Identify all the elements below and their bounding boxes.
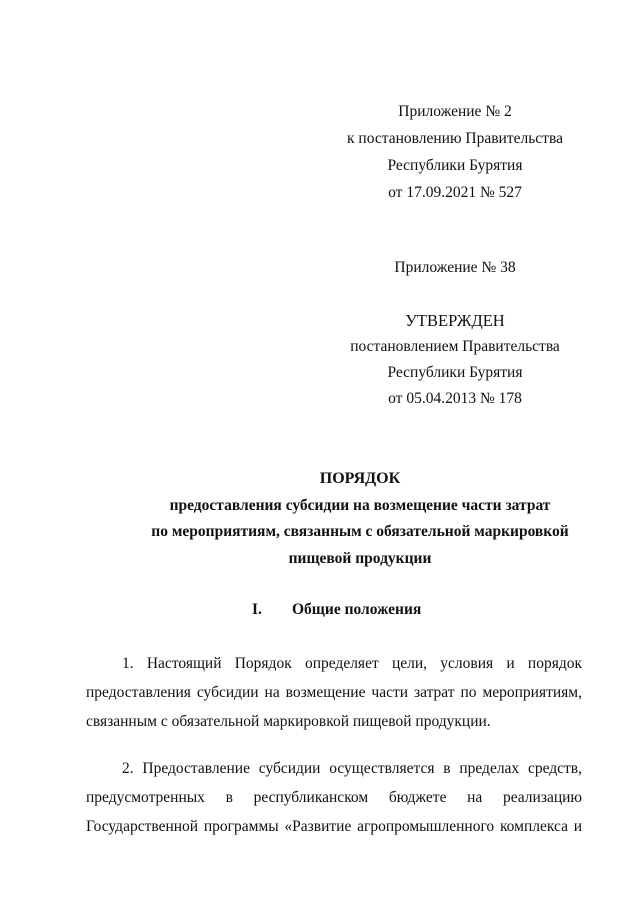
paragraph-2 bbox=[86, 754, 582, 841]
paragraph-1 bbox=[86, 649, 582, 736]
section-title: Общие положения bbox=[292, 601, 422, 618]
approved-region: Республики Бурятия bbox=[387, 364, 523, 381]
appendix-38-label: Приложение № 38 bbox=[394, 259, 516, 276]
section-number: I. bbox=[252, 601, 262, 618]
appendix-38-block bbox=[330, 254, 580, 281]
paragraph-line: Государственной программы «Развитие агропромышленного комплекса и bbox=[86, 818, 582, 835]
document-title bbox=[60, 466, 640, 572]
appendix-2-date: от 17.09.2021 № 527 bbox=[388, 184, 522, 201]
paragraph-line: предусмотренных в республиканском бюджете на реализацию bbox=[86, 789, 582, 806]
appendix-2-ref: к постановлению Правительства bbox=[347, 130, 563, 147]
paragraph-line: предоставления субсидии на возмещение части затрат по мероприятиям, bbox=[86, 684, 582, 701]
title-line: предоставления субсидии на возмещение части затрат bbox=[169, 496, 551, 514]
title-heading: ПОРЯДОК bbox=[319, 470, 401, 487]
title-line: пищевой продукции bbox=[288, 549, 432, 567]
paragraph-line: связанным с обязательной маркировкой пищевой продукции. bbox=[86, 713, 491, 730]
title-line: по мероприятиям, связанным с обязательной маркировкой bbox=[151, 523, 569, 540]
approved-block bbox=[330, 308, 580, 412]
appendix-2-block bbox=[330, 98, 580, 206]
approved-date: от 05.04.2013 № 178 bbox=[388, 390, 522, 407]
paragraph-line: 1. Настоящий Порядок определяет цели, условия и порядок bbox=[122, 655, 582, 672]
appendix-2-label: Приложение № 2 bbox=[398, 103, 512, 120]
approved-by: постановлением Правительства bbox=[350, 338, 560, 355]
approved-heading: УТВЕРЖДЕН bbox=[405, 311, 505, 330]
paragraph-line: 2. Предоставление субсидии осуществляется в пределах средств, bbox=[122, 760, 582, 777]
appendix-2-region: Республики Бурятия bbox=[387, 157, 523, 174]
